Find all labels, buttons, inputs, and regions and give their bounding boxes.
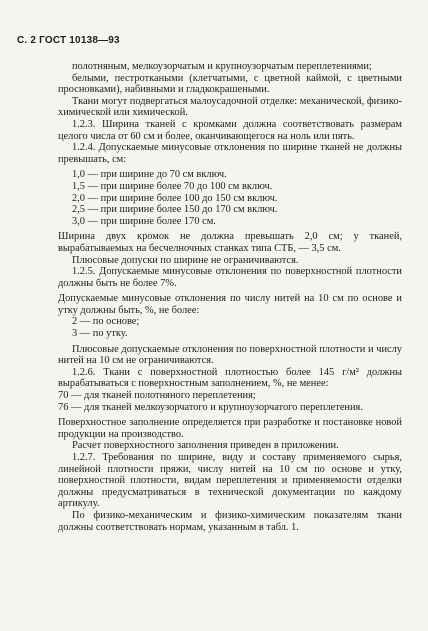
paragraph: По физико-механическим и физико-химическим показателям ткани должны соответствовать нормам, указанным в табл. 1.	[58, 509, 402, 533]
paragraph: Расчет поверхностного заполнения приведен в приложении.	[72, 440, 339, 452]
paragraph: Ткани могут подвергаться малоусадочной отделке: механической, физико-химической или химической.	[58, 95, 402, 119]
paragraph: Плюсовые допуски по ширине не ограничиваются.	[72, 254, 299, 266]
paragraph: Допускаемые минусовые отклонения по числу нитей на 10 см по основе и утку должны быть, %, не более:	[58, 293, 402, 316]
paragraph: 1.2.5. Допускаемые минусовые отклонения по поверхностной плотности должны быть не более 7%.	[58, 266, 402, 289]
tolerance-item: 1,0 — при ширине до 70 см включ.	[72, 169, 227, 181]
tolerance-item: 70 — для тканей полотняного переплетения;	[58, 390, 256, 402]
tolerance-item: 2 — по основе;	[72, 316, 140, 328]
paragraph: 1.2.4. Допускаемые минусовые отклонения по ширине тканей не должны превышать, см:	[58, 142, 402, 165]
paragraph: 1.2.6. Ткани с поверхностной плотностью более 145 г/м² должны вырабатываться с поверхностным заполнением, %, не менее:	[58, 366, 402, 390]
paragraph: белыми, пестроткаными (клетчатыми, с цветной каймой, с цветными просновками), набивными и гладкокрашеными.	[58, 72, 402, 96]
paragraph: 1.2.3. Ширина тканей с кромками должна соответствовать размерам целого числа от 60 см и более, оканчивающегося на ноль или пять.	[58, 118, 402, 142]
paragraph: полотняным, мелкоузорчатым и крупноузорчатым переплетениями;	[72, 61, 372, 72]
paragraph: Поверхностное заполнение определяется при разработке и постановке новой продукции на производство.	[58, 417, 402, 440]
tolerance-item: 2,0 — при ширине более 100 до 150 см включ.	[72, 192, 278, 204]
tolerance-item: 3,0 — при ширине более 170 см.	[72, 215, 216, 227]
paragraph: 1.2.7. Требования по ширине, виду и составу применяемого сырья, линейной плотности пряжи, числу нитей на 10 см по основе и утку, поверхностной плотности, видам переплетения и применяемости отделки должны предусматриваться в технической документации по каждому артикулу.	[58, 452, 402, 510]
tolerance-item: 76 — для тканей мелкоузорчатого и крупноузорчатого переплетения.	[58, 401, 363, 413]
tolerance-item: 3 — по утку.	[72, 328, 128, 340]
tolerance-item: 2,5 — при ширине более 150 до 170 см включ.	[72, 204, 278, 216]
paragraph: Плюсовые допускаемые отклонения по поверхностной плотности и числу нитей на 10 см не ограничиваются.	[58, 343, 402, 367]
page-header: С. 2 ГОСТ 10138—93	[17, 35, 120, 46]
document-body	[58, 61, 402, 533]
paragraph: Ширина двух кромок не должна превышать 2,0 см; у тканей, вырабатываемых на бесчелночных станках типа СТБ, — 3,5 см.	[58, 231, 402, 254]
tolerance-item: 1,5 — при ширине более 70 до 100 см включ.	[72, 180, 273, 192]
